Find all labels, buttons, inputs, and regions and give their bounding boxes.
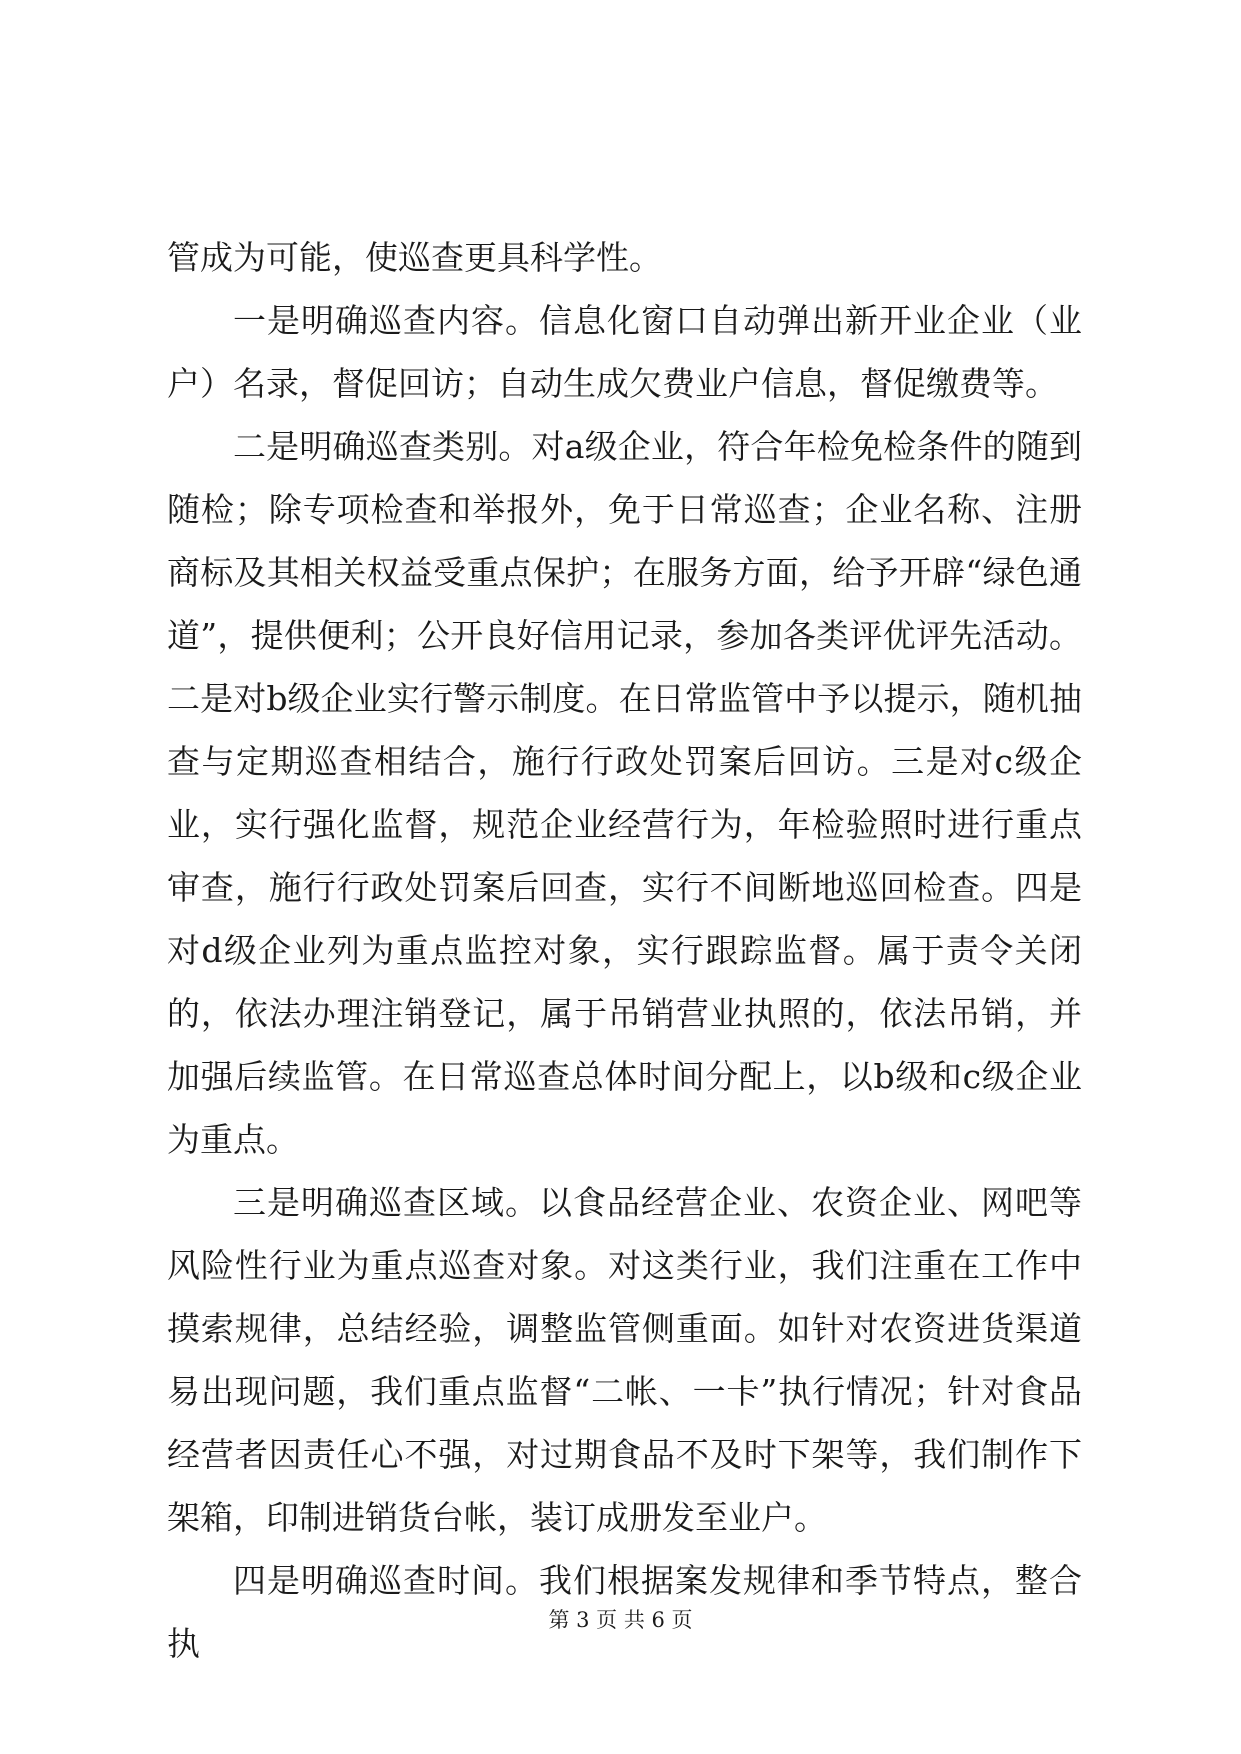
page-number-footer: 第 3 页 共 6 页: [548, 1608, 693, 1632]
paragraph-2: 一是明确巡查内容。信息化窗口自动弹出新开业企业（业户）名录，督促回访；自动生成欠费业户信息，督促缴费等。: [167, 301, 1082, 403]
paragraph-4: 三是明确巡查区域。以食品经营企业、农资企业、网吧等风险性行业为重点巡查对象。对这类行业，我们注重在工作中摸索规律，总结经验，调整监管侧重面。如针对农资进货渠道易出现问题，我们重点监督“二帐、一卡”执行情况；针对食品经营者因责任心不强，对过期食品不及时下架等，我们制作下架箱，印制进销货台帐，装订成册发至业户。: [167, 1183, 1082, 1537]
document-body: [167, 226, 1082, 1675]
paragraph-5: 四是明确巡查时间。我们根据案发规律和季节特点，整合执: [167, 1561, 1082, 1663]
paragraph-1: 管成为可能，使巡查更具科学性。: [167, 238, 662, 277]
paragraph-3: 二是明确巡查类别。对a级企业，符合年检免检条件的随到随检；除专项检查和举报外，免于日常巡查；企业名称、注册商标及其相关权益受重点保护；在服务方面，给予开辟“绿色通道”，提供便利；公开良好信用记录，参加各类评优评先活动。二是对b级企业实行警示制度。在日常监管中予以提示，随机抽查与定期巡查相结合，施行行政处罚案后回访。三是对c级企业，实行强化监督，规范企业经营行为，年检验照时进行重点审查，施行行政处罚案后回查，实行不间断地巡回检查。四是对d级企业列为重点监控对象，实行跟踪监督。属于责令关闭的，依法办理注销登记，属于吊销营业执照的，依法吊销，并加强后续监管。在日常巡查总体时间分配上，以b级和c级企业为重点。: [167, 427, 1082, 1159]
